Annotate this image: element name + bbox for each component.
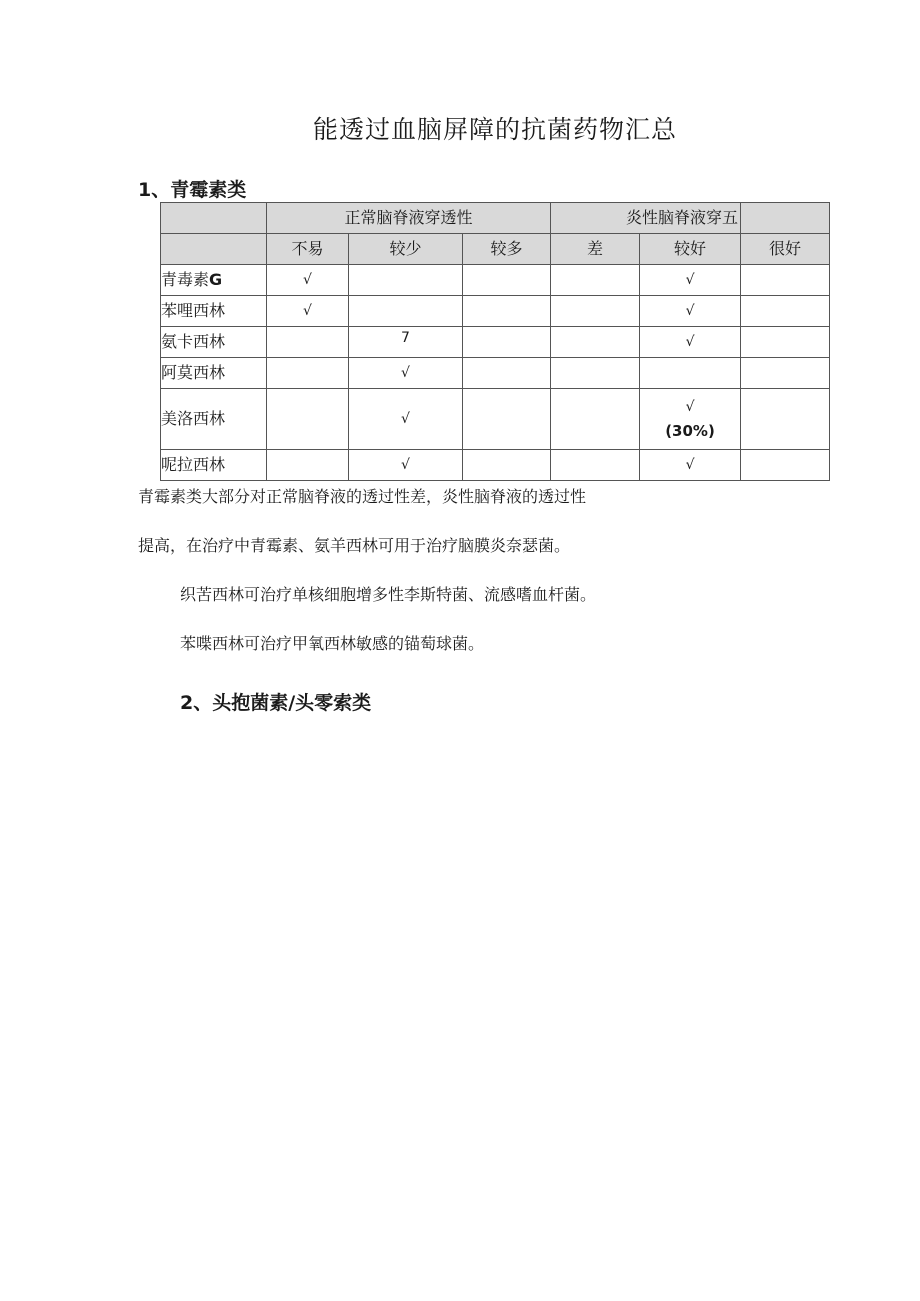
sub-header-empty-cell xyxy=(161,234,267,265)
table-cell: √ xyxy=(640,450,741,481)
table-cell xyxy=(551,265,640,296)
table-cell xyxy=(463,389,551,450)
table-cell xyxy=(741,450,830,481)
table-cell xyxy=(551,450,640,481)
table-group-header-row xyxy=(161,203,830,234)
table-cell-value: 7 xyxy=(401,330,410,346)
table-row xyxy=(161,358,830,389)
table-cell xyxy=(741,327,830,358)
table-cell: √ xyxy=(349,358,463,389)
table-row xyxy=(161,296,830,327)
sub-header-cell: 很好 xyxy=(741,234,830,265)
table-cell xyxy=(741,296,830,327)
table-cell xyxy=(640,358,741,389)
section-1-heading: 1、青霉素类 xyxy=(138,179,247,201)
paragraph-line: 提高，在治疗中青霉素、氨羊西林可用于治疗脑膜炎奈瑟菌。 xyxy=(138,536,571,555)
section-2-heading: 2、头抱菌素/头零索类 xyxy=(180,692,372,714)
table-cell: √ xyxy=(640,327,741,358)
table-cell: √ xyxy=(267,265,349,296)
drug-name-cell: 苯哩西林 xyxy=(161,296,267,327)
table-cell xyxy=(551,327,640,358)
table-cell xyxy=(741,389,830,450)
drug-name-cell: 呢拉西林 xyxy=(161,450,267,481)
table-cell-value: √ xyxy=(685,399,695,415)
table-cell xyxy=(349,296,463,327)
table-cell xyxy=(267,389,349,450)
table-cell xyxy=(349,265,463,296)
sub-header-cell: 较多 xyxy=(463,234,551,265)
table-row xyxy=(161,265,830,296)
group-header-empty-cell xyxy=(741,203,830,234)
drug-name-cell: 美洛西林 xyxy=(161,389,267,450)
table-cell xyxy=(267,327,349,358)
group-header-inflamed-csf: 炎性脑脊液穿五 xyxy=(551,203,741,234)
table-cell xyxy=(463,327,551,358)
drug-name-suffix: G xyxy=(209,270,223,289)
table-corner-cell xyxy=(161,203,267,234)
table-cell-with-percent xyxy=(640,389,741,450)
sub-header-cell: 不易 xyxy=(267,234,349,265)
table-cell xyxy=(463,450,551,481)
sub-header-cell: 较好 xyxy=(640,234,741,265)
penicillin-table xyxy=(160,202,830,481)
table-row xyxy=(161,450,830,481)
sub-header-cell: 较少 xyxy=(349,234,463,265)
drug-name: 青毒素G xyxy=(161,270,223,289)
percent-label: (30%) xyxy=(665,422,715,440)
table-cell xyxy=(551,296,640,327)
table-cell xyxy=(463,296,551,327)
table-cell xyxy=(267,358,349,389)
table-row xyxy=(161,327,830,358)
table-cell xyxy=(463,358,551,389)
table-cell: √ xyxy=(349,389,463,450)
table-cell xyxy=(741,265,830,296)
table-row xyxy=(161,389,830,450)
table-cell xyxy=(551,358,640,389)
table-cell: √ xyxy=(640,265,741,296)
table-cell xyxy=(349,327,463,358)
table-cell: √ xyxy=(349,450,463,481)
table-sub-header-row xyxy=(161,234,830,265)
drug-name-cell: 阿莫西林 xyxy=(161,358,267,389)
paragraph-line: 苯喋西林可治疗甲氧西林敏感的锚萄球菌。 xyxy=(180,634,485,653)
table-cell xyxy=(267,450,349,481)
table-cell: √ xyxy=(267,296,349,327)
drug-name-cell: 氨卡西林 xyxy=(161,327,267,358)
table-cell xyxy=(551,389,640,450)
paragraph-line: 青霉素类大部分对正常脑脊液的透过性差，炎性脑脊液的透过性 xyxy=(138,487,587,506)
drug-name-cell xyxy=(161,265,267,296)
sub-header-cell: 差 xyxy=(551,234,640,265)
table-cell xyxy=(463,265,551,296)
group-header-normal-csf: 正常脑脊液穿透性 xyxy=(267,203,551,234)
table-cell: √ xyxy=(640,296,741,327)
paragraph-line: 织苦西林可治疗单核细胞增多性李斯特菌、流感嗜血杆菌。 xyxy=(180,585,597,604)
document-title: 能透过血脑屏障的抗菌药物汇总 xyxy=(312,115,677,144)
table-cell xyxy=(741,358,830,389)
